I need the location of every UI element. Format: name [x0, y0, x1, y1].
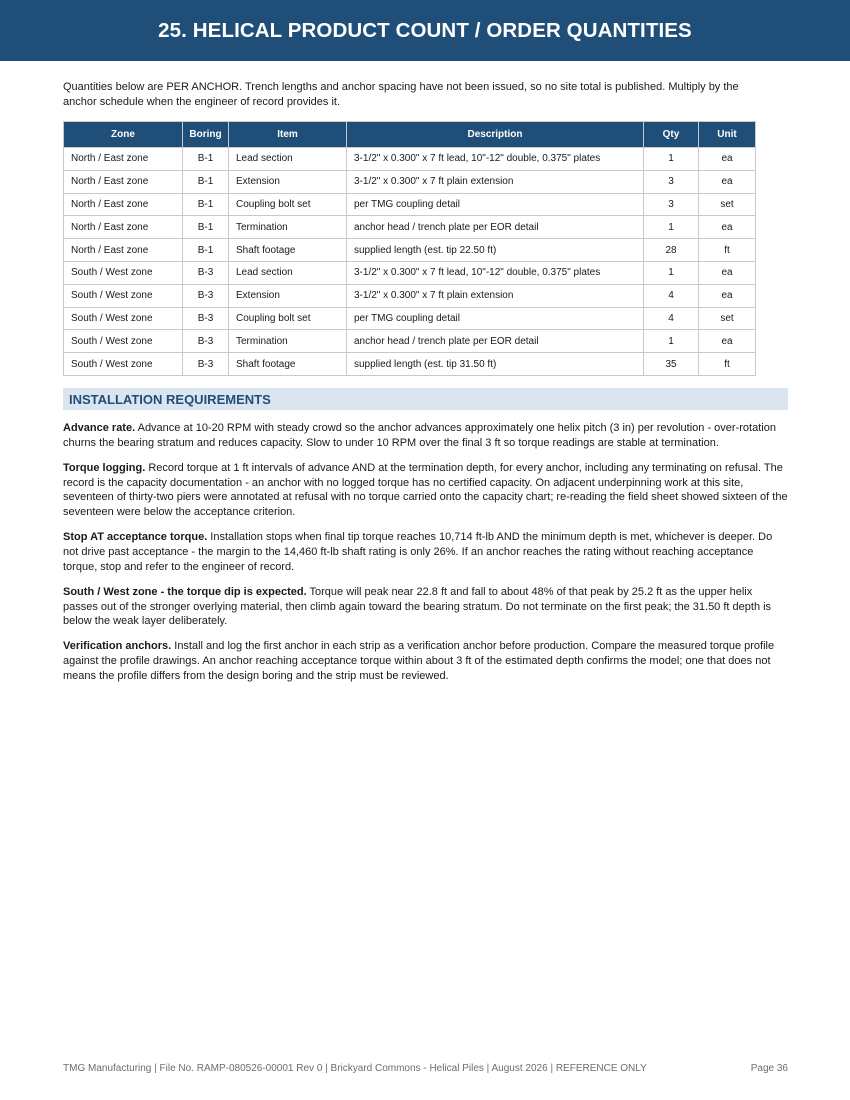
cell-qty: 4 — [644, 307, 699, 330]
paragraph-torque-logging — [63, 461, 788, 520]
table-row — [64, 330, 756, 353]
cell-item: Lead section — [229, 261, 347, 284]
table-row — [64, 193, 756, 216]
table-row — [64, 216, 756, 239]
cell-zone: South / West zone — [64, 353, 183, 376]
cell-zone: South / West zone — [64, 307, 183, 330]
paragraph-lead: Verification anchors. — [63, 640, 172, 653]
cell-zone: North / East zone — [64, 170, 183, 193]
cell-boring: B-1 — [183, 193, 229, 216]
header-qty: Qty — [644, 122, 699, 148]
cell-item: Extension — [229, 170, 347, 193]
cell-unit: ea — [699, 330, 756, 353]
cell-boring: B-3 — [183, 307, 229, 330]
cell-unit: ea — [699, 284, 756, 307]
cell-boring: B-1 — [183, 148, 229, 171]
cell-qty: 3 — [644, 170, 699, 193]
cell-description: per TMG coupling detail — [347, 193, 644, 216]
page-title-banner — [0, 0, 850, 61]
cell-qty: 1 — [644, 216, 699, 239]
paragraph-verification-anchors — [63, 639, 788, 683]
cell-unit: ft — [699, 239, 756, 262]
paragraph-advance-rate — [63, 421, 788, 450]
table-row — [64, 307, 756, 330]
cell-zone: South / West zone — [64, 261, 183, 284]
cell-boring: B-3 — [183, 261, 229, 284]
cell-zone: North / East zone — [64, 193, 183, 216]
section-title: INSTALLATION REQUIREMENTS — [69, 391, 271, 407]
cell-unit: ea — [699, 148, 756, 171]
cell-qty: 28 — [644, 239, 699, 262]
header-unit: Unit — [699, 122, 756, 148]
cell-item: Lead section — [229, 148, 347, 171]
cell-zone: North / East zone — [64, 216, 183, 239]
paragraph-torque-dip — [63, 585, 788, 629]
cell-item: Coupling bolt set — [229, 307, 347, 330]
paragraph-lead: Torque logging. — [63, 461, 146, 474]
paragraph-stop-acceptance — [63, 530, 788, 574]
cell-unit: set — [699, 193, 756, 216]
footer-info: TMG Manufacturing | File No. RAMP-080526-00001 Rev 0 | Brickyard Commons - Helical Piles | August 2026 | REFERENCE ONLY — [63, 1063, 647, 1074]
cell-boring: B-1 — [183, 170, 229, 193]
cell-qty: 1 — [644, 148, 699, 171]
order-quantities-table — [63, 121, 756, 376]
installation-requirements — [63, 421, 788, 694]
header-boring: Boring — [183, 122, 229, 148]
cell-description: 3-1/2" x 0.300" x 7 ft lead, 10"-12" double, 0.375" plates — [347, 261, 644, 284]
cell-unit: set — [699, 307, 756, 330]
cell-description: anchor head / trench plate per EOR detail — [347, 216, 644, 239]
paragraph-text: Torque will peak near 22.8 ft and fall to about 48% of that peak by 25.2 ft as the upper helix passes out of the stronger overlying material, then climb again toward the bearing stratum. Do not terminate on the first peak; the 31.50 ft depth is below the weak layer deliberately. — [63, 585, 772, 628]
header-description: Description — [347, 122, 644, 148]
table-row — [64, 261, 756, 284]
cell-boring: B-3 — [183, 353, 229, 376]
section-heading — [63, 388, 788, 410]
cell-item: Shaft footage — [229, 353, 347, 376]
cell-description: 3-1/2" x 0.300" x 7 ft plain extension — [347, 284, 644, 307]
paragraph-text: Install and log the first anchor in each strip as a verification anchor before production. Compare the measured torque profile against the profile drawings. An anchor reaching acceptance torque within about 3 ft of the estimated depth confirms the model; one that does not means the profile differs from the design boring and the strip must be reviewed. — [63, 640, 775, 682]
table-row — [64, 353, 756, 376]
cell-qty: 1 — [644, 261, 699, 284]
cell-description: 3-1/2" x 0.300" x 7 ft plain extension — [347, 170, 644, 193]
cell-zone: South / West zone — [64, 330, 183, 353]
paragraph-text: Installation stops when final tip torque reaches 10,714 ft-lb AND the minimum depth is met, whichever is deeper. Do not drive past acceptance - the margin to the 14,460 ft-lb shaft rating is only 26%. If an anchor reaches the rating without reaching acceptance torque, stop and refer to the engineer of record. — [63, 531, 773, 573]
cell-qty: 35 — [644, 353, 699, 376]
cell-description: supplied length (est. tip 22.50 ft) — [347, 239, 644, 262]
cell-zone: North / East zone — [64, 239, 183, 262]
cell-unit: ft — [699, 353, 756, 376]
cell-qty: 1 — [644, 330, 699, 353]
header-item: Item — [229, 122, 347, 148]
intro-note: Quantities below are PER ANCHOR. Trench lengths and anchor spacing have not been issued, so no site total is published. Multiply by the anchor schedule when the engineer of record provides it. — [63, 81, 739, 108]
table-row — [64, 284, 756, 307]
paragraph-lead: Stop AT acceptance torque. — [63, 531, 208, 544]
cell-item: Extension — [229, 284, 347, 307]
cell-zone: South / West zone — [64, 284, 183, 307]
table-row — [64, 239, 756, 262]
cell-description: anchor head / trench plate per EOR detail — [347, 330, 644, 353]
paragraph-text: Advance at 10-20 RPM with steady crowd so the anchor advances approximately one helix pitch (3 in) per revolution - over-rotation churns the bearing stratum and reduces capacity. Slow to under 10 RPM over the final 3 ft so torque readings are stable at termination. — [63, 422, 776, 449]
paragraph-lead: South / West zone - the torque dip is expected. — [63, 585, 307, 598]
page-footer — [63, 1063, 788, 1074]
cell-item: Termination — [229, 216, 347, 239]
cell-item: Coupling bolt set — [229, 193, 347, 216]
cell-unit: ea — [699, 170, 756, 193]
paragraph-lead: Advance rate. — [63, 422, 136, 434]
cell-boring: B-1 — [183, 216, 229, 239]
paragraph-text: Record torque at 1 ft intervals of advance AND at the termination depth, for every anchor, including any terminating on refusal. The record is the capacity documentation - an anchor with no logged torque has no certified capacity. On adjacent underpinning work at this site, seventeen of thirty-two piers were annotated at refusal with no torque carried onto the capacity chart; re-reading the field sheet showed sixteen of the seventeen were below the acceptance criterion. — [63, 461, 788, 519]
cell-zone: North / East zone — [64, 148, 183, 171]
cell-boring: B-1 — [183, 239, 229, 262]
cell-qty: 3 — [644, 193, 699, 216]
cell-qty: 4 — [644, 284, 699, 307]
cell-description: per TMG coupling detail — [347, 307, 644, 330]
table-row — [64, 148, 756, 171]
cell-description: supplied length (est. tip 31.50 ft) — [347, 353, 644, 376]
page-title: 25. HELICAL PRODUCT COUNT / ORDER QUANTITIES — [158, 18, 692, 42]
cell-description: 3-1/2" x 0.300" x 7 ft lead, 10"-12" double, 0.375" plates — [347, 148, 644, 171]
cell-unit: ea — [699, 261, 756, 284]
cell-item: Shaft footage — [229, 239, 347, 262]
cell-boring: B-3 — [183, 284, 229, 307]
page-number: Page 36 — [750, 1063, 788, 1074]
table-row — [64, 170, 756, 193]
cell-item: Termination — [229, 330, 347, 353]
table-header-row — [64, 122, 756, 148]
cell-boring: B-3 — [183, 330, 229, 353]
cell-unit: ea — [699, 216, 756, 239]
header-zone: Zone — [64, 122, 183, 148]
